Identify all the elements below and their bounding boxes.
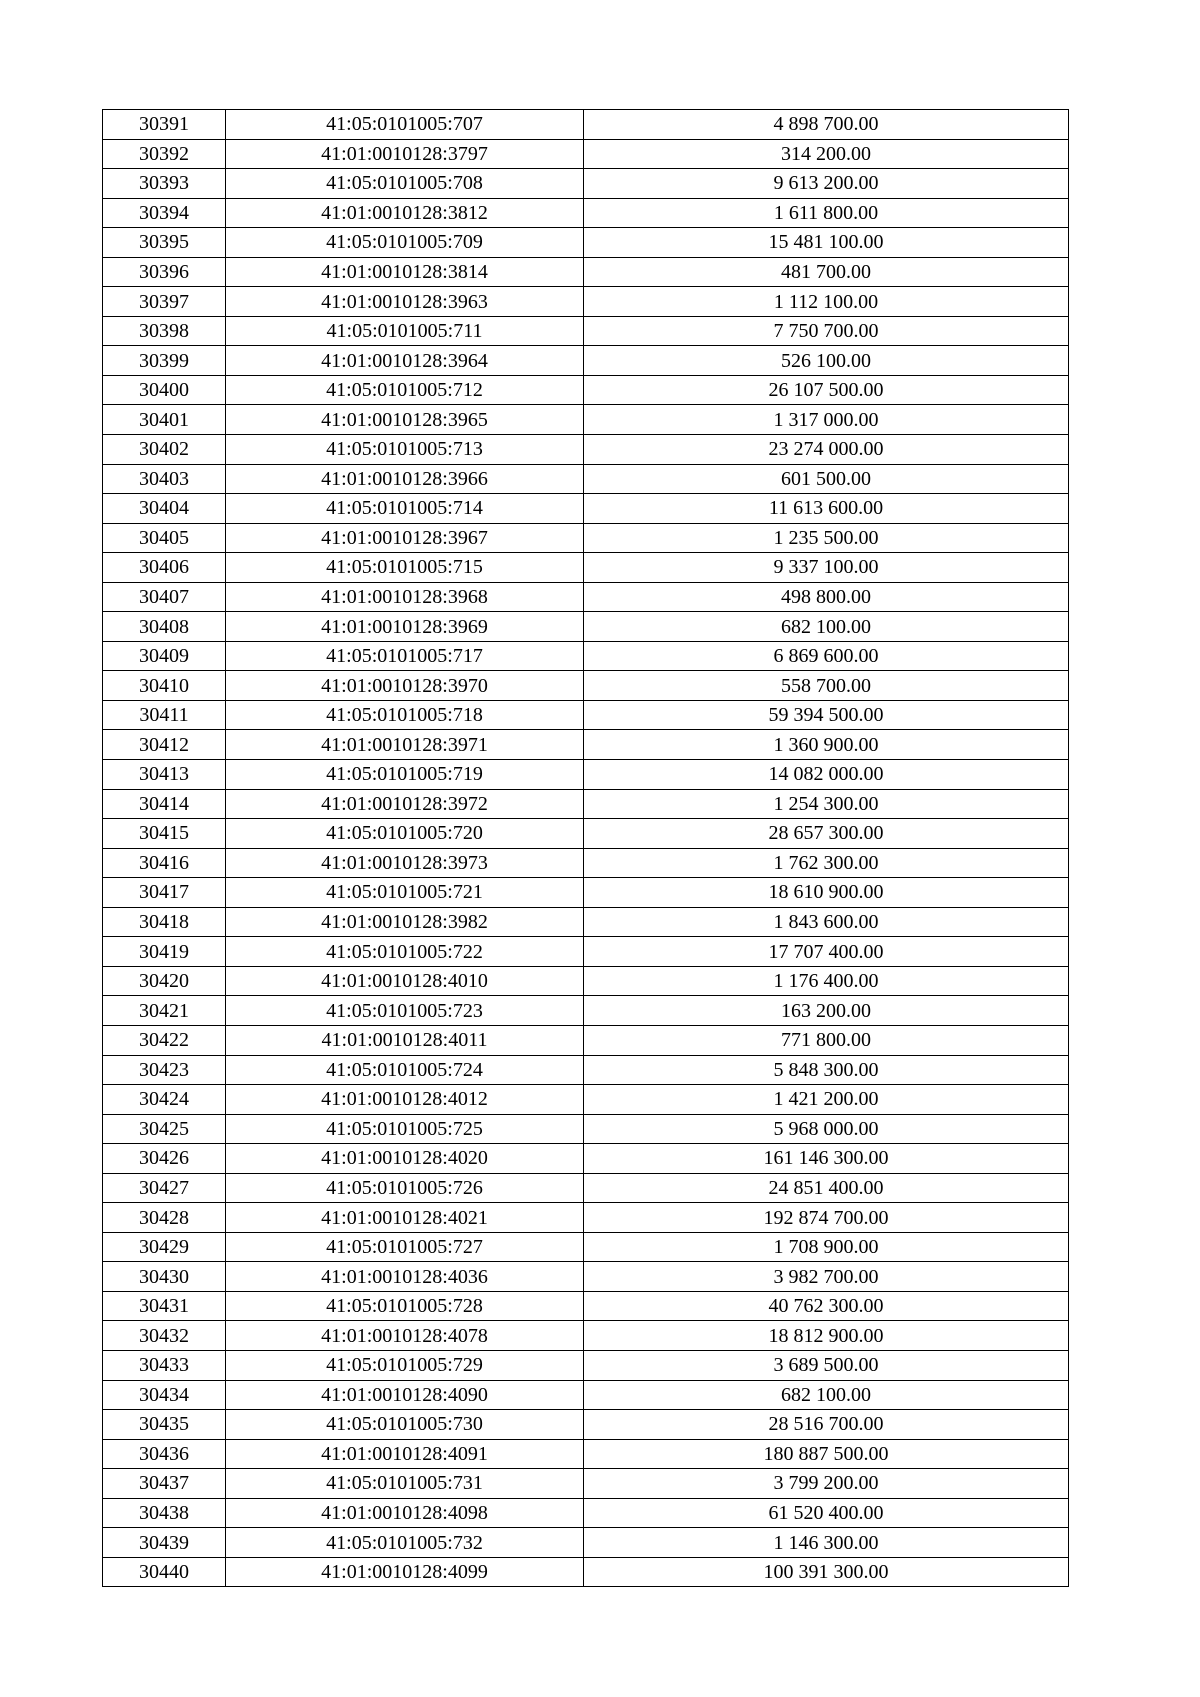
table-row bbox=[103, 1498, 1069, 1528]
cadastral-number-cell: 41:05:0101005:708 bbox=[226, 169, 584, 199]
table-row bbox=[103, 582, 1069, 612]
cadastral-value-cell: 14 082 000.00 bbox=[584, 760, 1069, 790]
cadastral-value-cell: 100 391 300.00 bbox=[584, 1557, 1069, 1587]
table-row bbox=[103, 1025, 1069, 1055]
cadastral-value-cell: 15 481 100.00 bbox=[584, 228, 1069, 258]
cadastral-value-cell: 558 700.00 bbox=[584, 671, 1069, 701]
table-row bbox=[103, 907, 1069, 937]
cadastral-number-cell: 41:05:0101005:723 bbox=[226, 996, 584, 1026]
table-body bbox=[103, 110, 1069, 1587]
cadastral-value-cell: 1 176 400.00 bbox=[584, 966, 1069, 996]
table-row bbox=[103, 1528, 1069, 1558]
table-row bbox=[103, 612, 1069, 642]
cadastral-value-cell: 3 799 200.00 bbox=[584, 1469, 1069, 1499]
cadastral-number-cell: 41:05:0101005:719 bbox=[226, 760, 584, 790]
row-number-cell: 30392 bbox=[103, 139, 226, 169]
row-number-cell: 30422 bbox=[103, 1025, 226, 1055]
cadastral-value-cell: 9 613 200.00 bbox=[584, 169, 1069, 199]
row-number-cell: 30420 bbox=[103, 966, 226, 996]
row-number-cell: 30413 bbox=[103, 760, 226, 790]
table-row bbox=[103, 878, 1069, 908]
cadastral-value-cell: 26 107 500.00 bbox=[584, 375, 1069, 405]
table-row bbox=[103, 1557, 1069, 1587]
cadastral-number-cell: 41:01:0010128:3814 bbox=[226, 257, 584, 287]
cadastral-number-cell: 41:01:0010128:3797 bbox=[226, 139, 584, 169]
table-row bbox=[103, 1380, 1069, 1410]
row-number-cell: 30419 bbox=[103, 937, 226, 967]
row-number-cell: 30434 bbox=[103, 1380, 226, 1410]
cadastral-number-cell: 41:01:0010128:3968 bbox=[226, 582, 584, 612]
cadastral-number-cell: 41:01:0010128:4011 bbox=[226, 1025, 584, 1055]
row-number-cell: 30406 bbox=[103, 553, 226, 583]
cadastral-value-cell: 1 421 200.00 bbox=[584, 1085, 1069, 1115]
row-number-cell: 30439 bbox=[103, 1528, 226, 1558]
row-number-cell: 30404 bbox=[103, 494, 226, 524]
cadastral-number-cell: 41:01:0010128:3967 bbox=[226, 523, 584, 553]
cadastral-value-cell: 18 610 900.00 bbox=[584, 878, 1069, 908]
row-number-cell: 30393 bbox=[103, 169, 226, 199]
table-row bbox=[103, 346, 1069, 376]
cadastral-value-cell: 17 707 400.00 bbox=[584, 937, 1069, 967]
row-number-cell: 30436 bbox=[103, 1439, 226, 1469]
row-number-cell: 30432 bbox=[103, 1321, 226, 1351]
table-row bbox=[103, 523, 1069, 553]
table-row bbox=[103, 1291, 1069, 1321]
row-number-cell: 30418 bbox=[103, 907, 226, 937]
cadastral-number-cell: 41:05:0101005:711 bbox=[226, 316, 584, 346]
row-number-cell: 30409 bbox=[103, 641, 226, 671]
cadastral-number-cell: 41:01:0010128:3966 bbox=[226, 464, 584, 494]
cadastral-value-cell: 61 520 400.00 bbox=[584, 1498, 1069, 1528]
cadastral-value-cell: 771 800.00 bbox=[584, 1025, 1069, 1055]
cadastral-value-cell: 5 968 000.00 bbox=[584, 1114, 1069, 1144]
cadastral-number-cell: 41:01:0010128:3812 bbox=[226, 198, 584, 228]
cadastral-number-cell: 41:01:0010128:4099 bbox=[226, 1557, 584, 1587]
cadastral-number-cell: 41:01:0010128:4098 bbox=[226, 1498, 584, 1528]
table-row bbox=[103, 730, 1069, 760]
table-row bbox=[103, 1203, 1069, 1233]
cadastral-value-cell: 59 394 500.00 bbox=[584, 700, 1069, 730]
cadastral-value-cell: 314 200.00 bbox=[584, 139, 1069, 169]
cadastral-number-cell: 41:05:0101005:732 bbox=[226, 1528, 584, 1558]
table-row bbox=[103, 1173, 1069, 1203]
cadastral-value-cell: 1 762 300.00 bbox=[584, 848, 1069, 878]
row-number-cell: 30421 bbox=[103, 996, 226, 1026]
cadastral-number-cell: 41:01:0010128:4012 bbox=[226, 1085, 584, 1115]
table-row bbox=[103, 316, 1069, 346]
table-row bbox=[103, 1262, 1069, 1292]
row-number-cell: 30414 bbox=[103, 789, 226, 819]
cadastral-value-cell: 161 146 300.00 bbox=[584, 1144, 1069, 1174]
cadastral-number-cell: 41:05:0101005:728 bbox=[226, 1291, 584, 1321]
row-number-cell: 30394 bbox=[103, 198, 226, 228]
cadastral-value-cell: 481 700.00 bbox=[584, 257, 1069, 287]
row-number-cell: 30397 bbox=[103, 287, 226, 317]
cadastral-number-cell: 41:05:0101005:731 bbox=[226, 1469, 584, 1499]
cadastral-value-cell: 1 708 900.00 bbox=[584, 1232, 1069, 1262]
row-number-cell: 30438 bbox=[103, 1498, 226, 1528]
cadastral-number-cell: 41:05:0101005:724 bbox=[226, 1055, 584, 1085]
table-row bbox=[103, 435, 1069, 465]
row-number-cell: 30440 bbox=[103, 1557, 226, 1587]
cadastral-number-cell: 41:05:0101005:717 bbox=[226, 641, 584, 671]
cadastral-value-cell: 40 762 300.00 bbox=[584, 1291, 1069, 1321]
table-row bbox=[103, 405, 1069, 435]
cadastral-number-cell: 41:05:0101005:720 bbox=[226, 819, 584, 849]
row-number-cell: 30396 bbox=[103, 257, 226, 287]
cadastral-number-cell: 41:05:0101005:721 bbox=[226, 878, 584, 908]
row-number-cell: 30410 bbox=[103, 671, 226, 701]
cadastral-number-cell: 41:05:0101005:715 bbox=[226, 553, 584, 583]
row-number-cell: 30437 bbox=[103, 1469, 226, 1499]
row-number-cell: 30427 bbox=[103, 1173, 226, 1203]
cadastral-number-cell: 41:01:0010128:3964 bbox=[226, 346, 584, 376]
cadastral-value-cell: 4 898 700.00 bbox=[584, 110, 1069, 140]
cadastral-number-cell: 41:01:0010128:3970 bbox=[226, 671, 584, 701]
row-number-cell: 30429 bbox=[103, 1232, 226, 1262]
cadastral-number-cell: 41:05:0101005:712 bbox=[226, 375, 584, 405]
row-number-cell: 30407 bbox=[103, 582, 226, 612]
row-number-cell: 30395 bbox=[103, 228, 226, 258]
cadastral-value-cell: 7 750 700.00 bbox=[584, 316, 1069, 346]
cadastral-value-cell: 11 613 600.00 bbox=[584, 494, 1069, 524]
cadastral-value-cell: 18 812 900.00 bbox=[584, 1321, 1069, 1351]
cadastral-value-cell: 28 657 300.00 bbox=[584, 819, 1069, 849]
row-number-cell: 30431 bbox=[103, 1291, 226, 1321]
cadastral-value-cell: 23 274 000.00 bbox=[584, 435, 1069, 465]
row-number-cell: 30425 bbox=[103, 1114, 226, 1144]
cadastral-number-cell: 41:01:0010128:3982 bbox=[226, 907, 584, 937]
cadastral-number-cell: 41:01:0010128:4090 bbox=[226, 1380, 584, 1410]
table-row bbox=[103, 553, 1069, 583]
cadastral-number-cell: 41:05:0101005:718 bbox=[226, 700, 584, 730]
table-row bbox=[103, 1144, 1069, 1174]
table-row bbox=[103, 1469, 1069, 1499]
row-number-cell: 30435 bbox=[103, 1410, 226, 1440]
row-number-cell: 30423 bbox=[103, 1055, 226, 1085]
cadastral-number-cell: 41:05:0101005:726 bbox=[226, 1173, 584, 1203]
cadastral-value-cell: 180 887 500.00 bbox=[584, 1439, 1069, 1469]
cadastral-value-cell: 192 874 700.00 bbox=[584, 1203, 1069, 1233]
table-row bbox=[103, 110, 1069, 140]
table-row bbox=[103, 641, 1069, 671]
row-number-cell: 30430 bbox=[103, 1262, 226, 1292]
cadastral-value-cell: 5 848 300.00 bbox=[584, 1055, 1069, 1085]
table-row bbox=[103, 1439, 1069, 1469]
cadastral-value-cell: 6 869 600.00 bbox=[584, 641, 1069, 671]
table-row bbox=[103, 996, 1069, 1026]
cadastral-number-cell: 41:01:0010128:3973 bbox=[226, 848, 584, 878]
cadastral-number-cell: 41:01:0010128:3969 bbox=[226, 612, 584, 642]
table-row bbox=[103, 789, 1069, 819]
cadastral-number-cell: 41:01:0010128:3971 bbox=[226, 730, 584, 760]
cadastral-value-cell: 1 254 300.00 bbox=[584, 789, 1069, 819]
table-row bbox=[103, 139, 1069, 169]
table-row bbox=[103, 375, 1069, 405]
cadastral-number-cell: 41:05:0101005:714 bbox=[226, 494, 584, 524]
cadastral-number-cell: 41:01:0010128:4091 bbox=[226, 1439, 584, 1469]
cadastral-value-cell: 1 360 900.00 bbox=[584, 730, 1069, 760]
cadastral-value-cell: 498 800.00 bbox=[584, 582, 1069, 612]
row-number-cell: 30416 bbox=[103, 848, 226, 878]
row-number-cell: 30417 bbox=[103, 878, 226, 908]
cadastral-value-table bbox=[102, 109, 1069, 1587]
table-row bbox=[103, 1232, 1069, 1262]
cadastral-value-cell: 3 982 700.00 bbox=[584, 1262, 1069, 1292]
row-number-cell: 30408 bbox=[103, 612, 226, 642]
row-number-cell: 30415 bbox=[103, 819, 226, 849]
cadastral-number-cell: 41:01:0010128:4020 bbox=[226, 1144, 584, 1174]
table-row bbox=[103, 198, 1069, 228]
cadastral-value-cell: 1 317 000.00 bbox=[584, 405, 1069, 435]
row-number-cell: 30411 bbox=[103, 700, 226, 730]
cadastral-value-cell: 682 100.00 bbox=[584, 612, 1069, 642]
row-number-cell: 30412 bbox=[103, 730, 226, 760]
cadastral-number-cell: 41:05:0101005:709 bbox=[226, 228, 584, 258]
table-row bbox=[103, 700, 1069, 730]
cadastral-value-cell: 9 337 100.00 bbox=[584, 553, 1069, 583]
cadastral-number-cell: 41:01:0010128:4036 bbox=[226, 1262, 584, 1292]
cadastral-value-cell: 1 843 600.00 bbox=[584, 907, 1069, 937]
row-number-cell: 30398 bbox=[103, 316, 226, 346]
table-row bbox=[103, 848, 1069, 878]
cadastral-value-cell: 1 611 800.00 bbox=[584, 198, 1069, 228]
table-row bbox=[103, 287, 1069, 317]
row-number-cell: 30405 bbox=[103, 523, 226, 553]
cadastral-number-cell: 41:05:0101005:713 bbox=[226, 435, 584, 465]
cadastral-number-cell: 41:01:0010128:3965 bbox=[226, 405, 584, 435]
table-row bbox=[103, 1085, 1069, 1115]
cadastral-value-cell: 1 146 300.00 bbox=[584, 1528, 1069, 1558]
cadastral-value-cell: 24 851 400.00 bbox=[584, 1173, 1069, 1203]
cadastral-number-cell: 41:01:0010128:4021 bbox=[226, 1203, 584, 1233]
cadastral-number-cell: 41:05:0101005:725 bbox=[226, 1114, 584, 1144]
cadastral-value-cell: 601 500.00 bbox=[584, 464, 1069, 494]
cadastral-number-cell: 41:01:0010128:4010 bbox=[226, 966, 584, 996]
cadastral-number-cell: 41:01:0010128:4078 bbox=[226, 1321, 584, 1351]
cadastral-value-cell: 28 516 700.00 bbox=[584, 1410, 1069, 1440]
table-row bbox=[103, 819, 1069, 849]
cadastral-value-cell: 526 100.00 bbox=[584, 346, 1069, 376]
cadastral-value-cell: 3 689 500.00 bbox=[584, 1350, 1069, 1380]
cadastral-number-cell: 41:01:0010128:3963 bbox=[226, 287, 584, 317]
row-number-cell: 30402 bbox=[103, 435, 226, 465]
table-row bbox=[103, 671, 1069, 701]
row-number-cell: 30403 bbox=[103, 464, 226, 494]
cadastral-number-cell: 41:05:0101005:727 bbox=[226, 1232, 584, 1262]
table-row bbox=[103, 1350, 1069, 1380]
table-row bbox=[103, 1114, 1069, 1144]
table-row bbox=[103, 966, 1069, 996]
table-row bbox=[103, 257, 1069, 287]
table-row bbox=[103, 169, 1069, 199]
row-number-cell: 30428 bbox=[103, 1203, 226, 1233]
row-number-cell: 30426 bbox=[103, 1144, 226, 1174]
table-row bbox=[103, 228, 1069, 258]
cadastral-value-cell: 163 200.00 bbox=[584, 996, 1069, 1026]
table-row bbox=[103, 1055, 1069, 1085]
row-number-cell: 30433 bbox=[103, 1350, 226, 1380]
cadastral-number-cell: 41:05:0101005:722 bbox=[226, 937, 584, 967]
row-number-cell: 30424 bbox=[103, 1085, 226, 1115]
table-row bbox=[103, 760, 1069, 790]
table-row bbox=[103, 464, 1069, 494]
cadastral-number-cell: 41:05:0101005:707 bbox=[226, 110, 584, 140]
row-number-cell: 30391 bbox=[103, 110, 226, 140]
row-number-cell: 30401 bbox=[103, 405, 226, 435]
cadastral-value-cell: 682 100.00 bbox=[584, 1380, 1069, 1410]
row-number-cell: 30400 bbox=[103, 375, 226, 405]
table-row bbox=[103, 1410, 1069, 1440]
cadastral-number-cell: 41:01:0010128:3972 bbox=[226, 789, 584, 819]
cadastral-number-cell: 41:05:0101005:730 bbox=[226, 1410, 584, 1440]
cadastral-number-cell: 41:05:0101005:729 bbox=[226, 1350, 584, 1380]
table-row bbox=[103, 937, 1069, 967]
cadastral-value-cell: 1 112 100.00 bbox=[584, 287, 1069, 317]
cadastral-value-cell: 1 235 500.00 bbox=[584, 523, 1069, 553]
table-row bbox=[103, 1321, 1069, 1351]
table-row bbox=[103, 494, 1069, 524]
row-number-cell: 30399 bbox=[103, 346, 226, 376]
